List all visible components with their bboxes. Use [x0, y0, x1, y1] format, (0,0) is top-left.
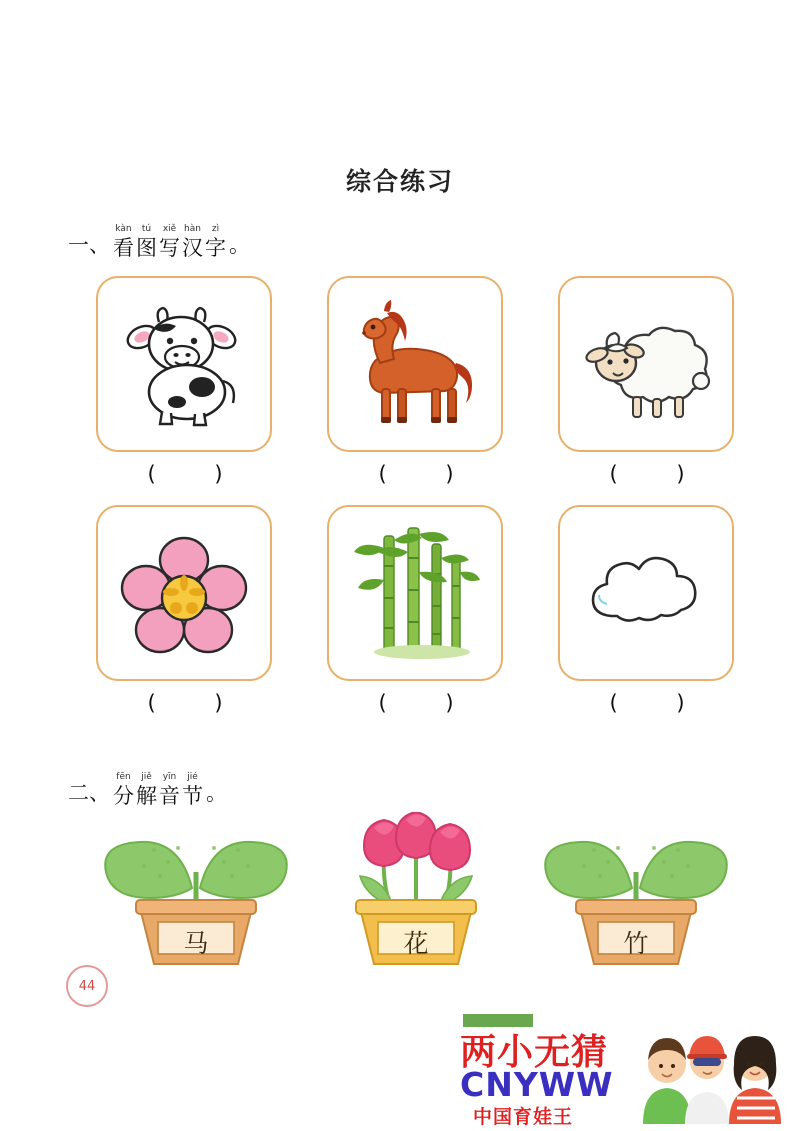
watermark-line-3: 中国育娃王: [473, 1106, 574, 1128]
watermark-line-1: 两小无猜: [460, 1032, 609, 1073]
answer-blank[interactable]: ( ): [609, 691, 711, 715]
watermark-line-2: CNYWW: [460, 1065, 614, 1104]
answer-blank[interactable]: ( ): [147, 462, 249, 486]
page-title: 综合练习: [345, 167, 454, 196]
picture-frame: [96, 505, 272, 681]
ruby-char: tú 图: [136, 224, 157, 260]
answer-blank[interactable]: ( ): [147, 691, 249, 715]
picture-frame: [558, 505, 734, 681]
section-heading-2: [68, 773, 227, 807]
page-number: 44: [66, 965, 108, 1007]
picture-frame: [327, 505, 503, 681]
sprout-in-pot: [536, 812, 736, 972]
picture-cell-bamboo: [327, 505, 505, 715]
plant-pot-hua: [316, 812, 516, 972]
section-heading-1: [68, 225, 250, 259]
ruby-char: zì 字: [205, 224, 226, 260]
picture-frame: [327, 276, 503, 452]
watermark: [455, 1010, 785, 1128]
plant-pot-ma: [96, 812, 296, 972]
ruby-char: xiě 写: [159, 224, 180, 260]
pot-label: 马: [183, 929, 209, 958]
picture-cell-cloud: [558, 505, 736, 715]
picture-frame: [96, 276, 272, 452]
picture-grid-row-2: [96, 505, 736, 715]
section-number: 二、: [68, 781, 110, 806]
sheep-illustration: [571, 289, 721, 439]
section-period: 。: [229, 233, 250, 258]
answer-blank[interactable]: ( ): [609, 462, 711, 486]
flower-illustration: [109, 518, 259, 668]
plant-pot-row: [96, 812, 736, 972]
ruby-char: fēn 分: [113, 772, 134, 808]
pot-label: 花: [403, 929, 429, 958]
pot-label: 竹: [623, 929, 649, 958]
section-number: 一、: [68, 233, 110, 258]
picture-frame: [558, 276, 734, 452]
plant-pot-zhu: [536, 812, 736, 972]
cow-illustration: [109, 289, 259, 439]
family-illustration: [633, 1012, 783, 1124]
picture-cell-horse: [327, 276, 505, 486]
horse-illustration: [340, 289, 490, 439]
answer-blank[interactable]: ( ): [378, 462, 480, 486]
ruby-char: jié 节: [182, 772, 203, 808]
picture-cell-cow: [96, 276, 274, 486]
answer-blank[interactable]: ( ): [378, 691, 480, 715]
section-period: 。: [206, 781, 227, 806]
picture-cell-sheep: [558, 276, 736, 486]
cloud-illustration: [571, 518, 721, 668]
ruby-char: jiě 解: [136, 772, 157, 808]
picture-grid-row-1: [96, 276, 736, 486]
bamboo-illustration: [340, 518, 490, 668]
ruby-char: hàn 汉: [182, 224, 203, 260]
sprout-in-pot: [96, 812, 296, 972]
ruby-char: yīn 音: [159, 772, 180, 808]
tulips-in-pot: [316, 812, 516, 972]
picture-cell-flower: [96, 505, 274, 715]
ruby-char: kàn 看: [113, 224, 134, 260]
